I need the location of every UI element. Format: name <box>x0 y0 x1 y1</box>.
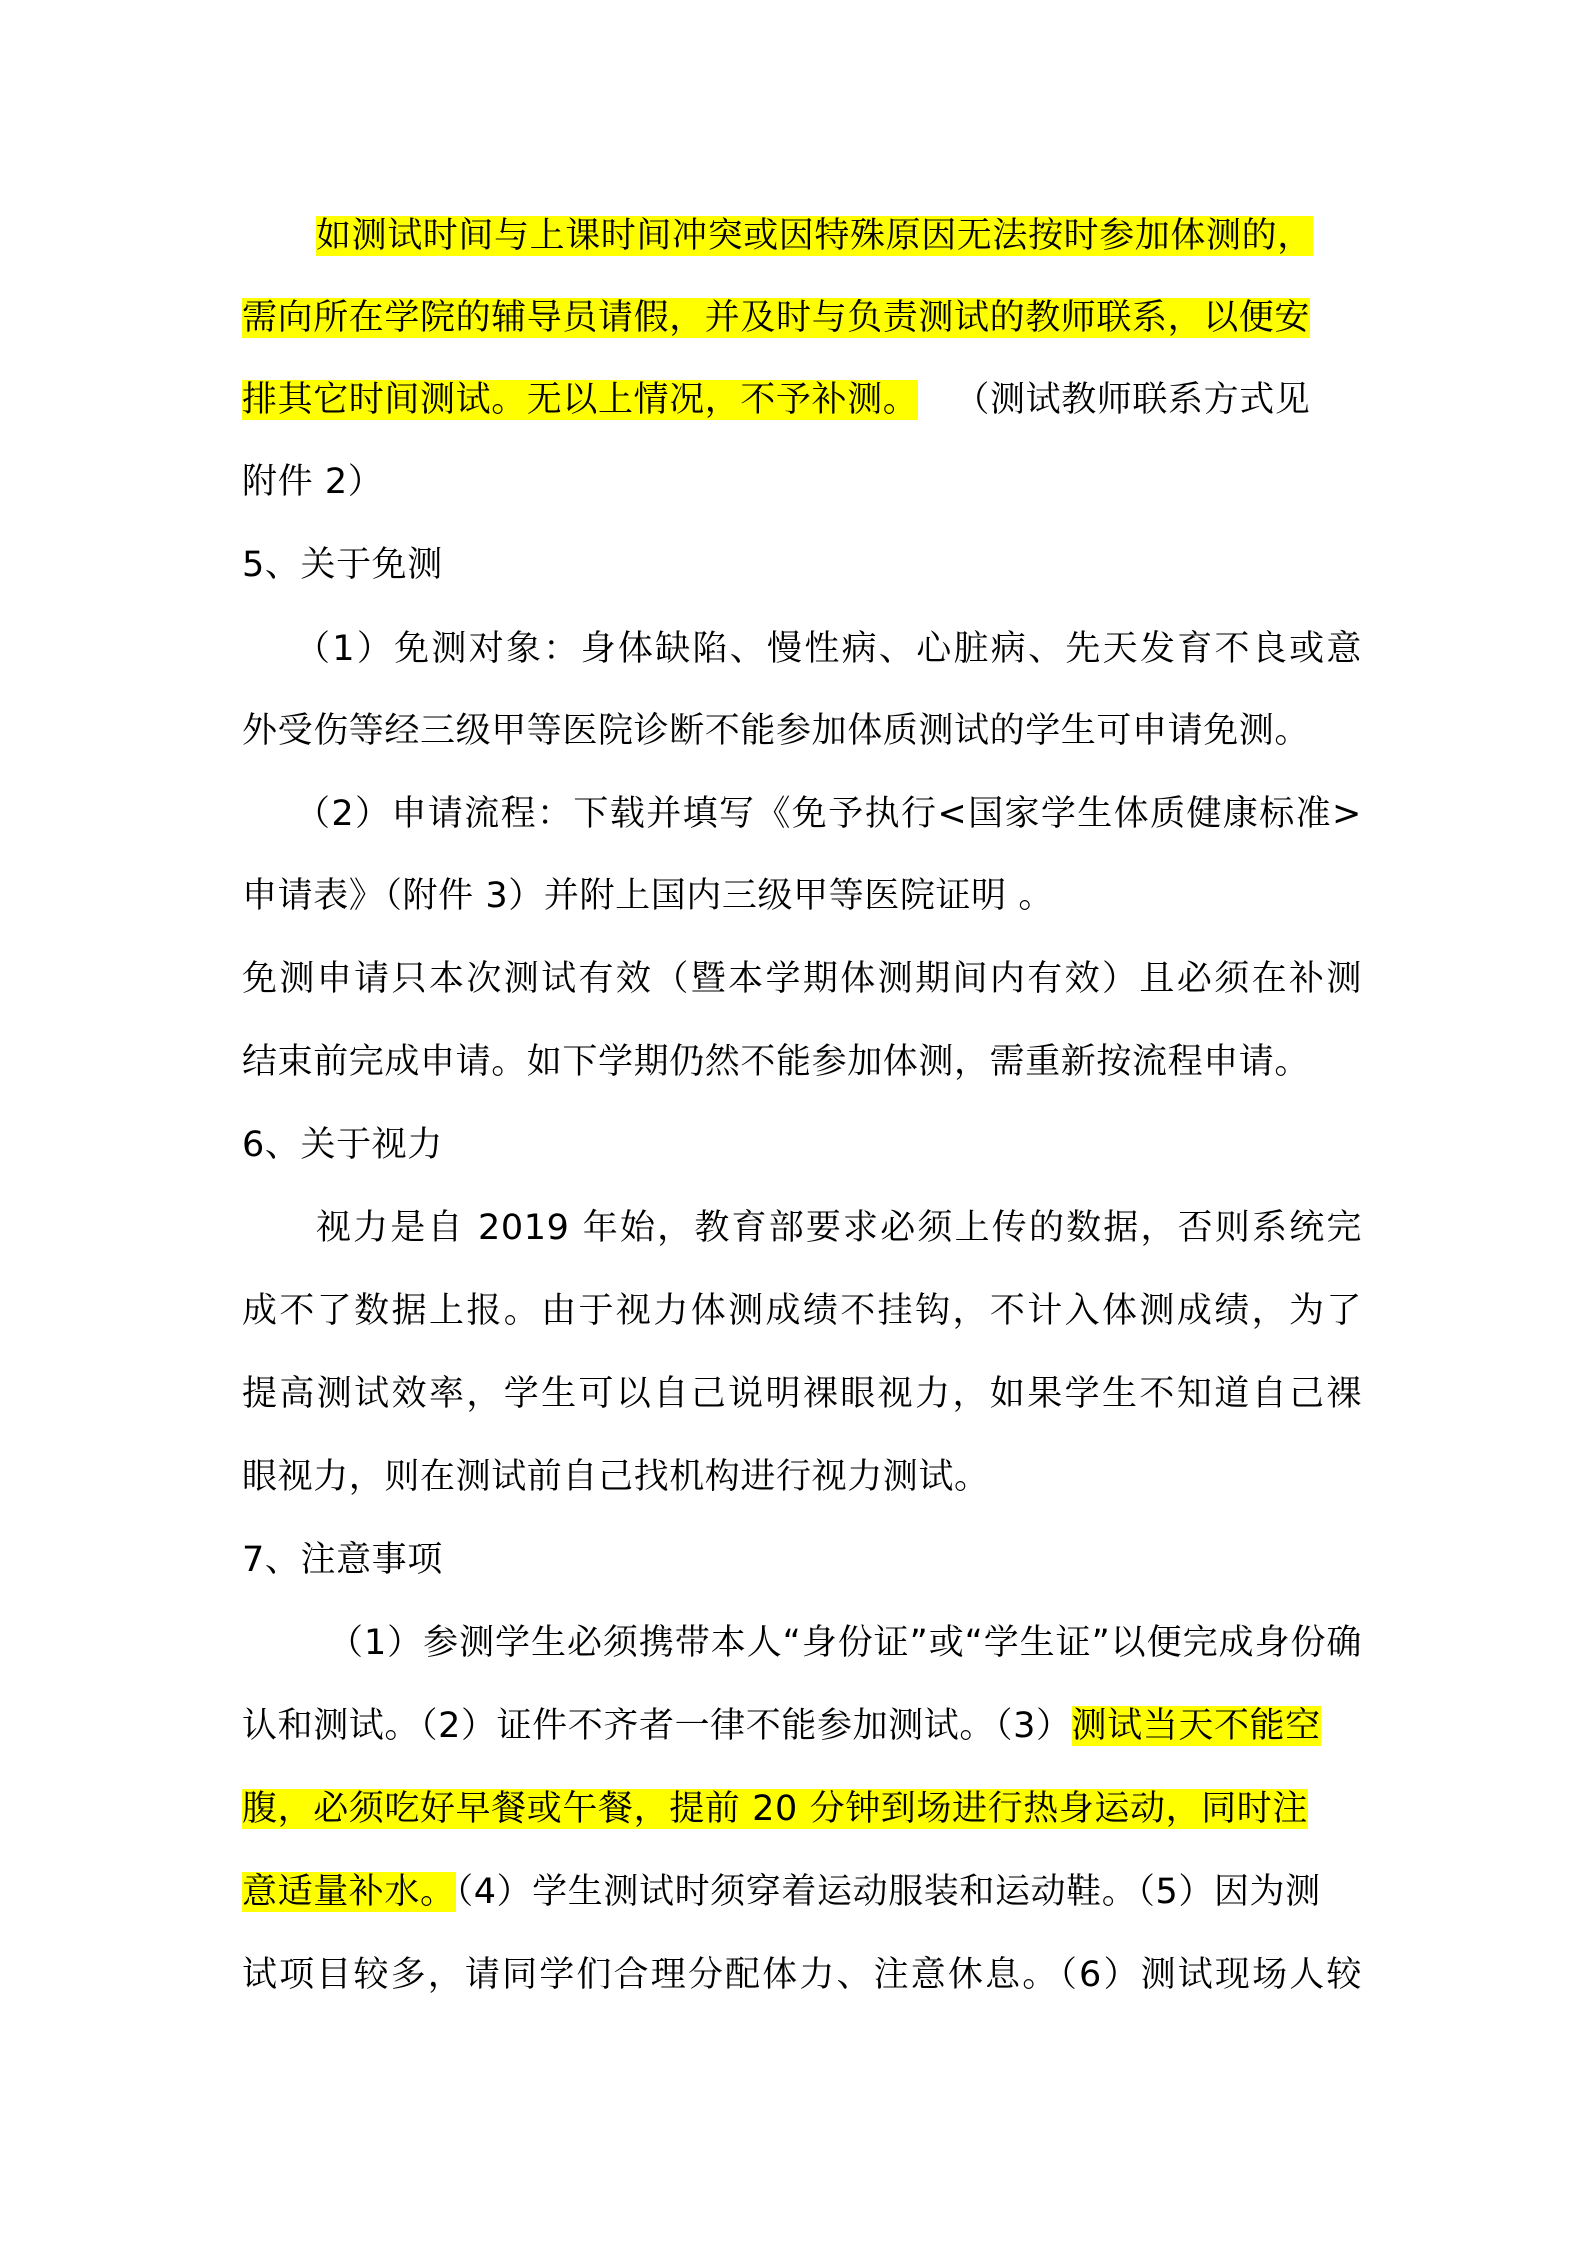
section-6-heading: 6、关于视力 <box>242 1125 443 1165</box>
section-7-heading: 7、注意事项 <box>242 1540 443 1580</box>
section-5-note-line-2: 结束前完成申请。如下学期仍然不能参加体测，需重新按流程申请。 <box>242 1042 1311 1082</box>
section-7-line-4 <box>242 1862 1362 1922</box>
section-6-line-1: 视力是自 2019 年始，教育部要求必须上传的数据，否则系统完 <box>316 1208 1362 1248</box>
section-5-item-2-line-1: （2）申请流程：下载并填写《免予执行<国家学生体质健康标准> <box>295 794 1362 834</box>
section-5-item-2-line-2: 申请表》（附件 3）并附上国内三级甲等医院证明 。 <box>242 876 1055 916</box>
section-7-line-1: （1）参测学生必须携带本人“身份证”或“学生证”以便完成身份确 <box>328 1623 1362 1663</box>
section-7-line-2 <box>242 1696 1362 1756</box>
section-6-line-4: 眼视力，则在测试前自己找机构进行视力测试。 <box>242 1457 990 1497</box>
highlighted-text: 腹，必须吃好早餐或午餐，提前 20 分钟到场进行热身运动，同时注 <box>242 1789 1308 1829</box>
section-5-note-line-1: 免测申请只本次测试有效（暨本学期体测期间内有效）且必须在补测 <box>242 959 1362 999</box>
section-5-item-1-line-2: 外受伤等经三级甲等医院诊断不能参加体质测试的学生可申请免测。 <box>242 711 1311 751</box>
section-6-line-2: 成不了数据上报。由于视力体测成绩不挂钩，不计入体测成绩，为了 <box>242 1291 1362 1331</box>
section-6-line-3: 提高测试效率，学生可以自己说明裸眼视力，如果学生不知道自己裸 <box>242 1374 1362 1414</box>
section-5-heading: 5、关于免测 <box>242 545 443 585</box>
highlighted-text: 排其它时间测试。无以上情况，不予补测。 <box>242 380 919 420</box>
conflict-paragraph-line-4: 附件 2） <box>242 462 384 502</box>
section-5-item-1-line-1: （1）免测对象：身体缺陷、慢性病、心脏病、先天发育不良或意 <box>295 629 1362 669</box>
conflict-paragraph-line-2 <box>242 288 1362 348</box>
section-7-line-5: 试项目较多，请同学们合理分配体力、注意休息。（6）测试现场人较 <box>242 1955 1362 1995</box>
highlighted-text: 需向所在学院的辅导员请假，并及时与负责测试的教师联系，以便安 <box>242 298 1311 338</box>
section-7-line-3 <box>242 1779 1362 1839</box>
plain-text: （4）学生测试时须穿着运动服装和运动鞋。（5）因为测 <box>455 1872 1321 1912</box>
conflict-paragraph-line-3 <box>242 370 1362 430</box>
contact-reference-text: （测试教师联系方式见 <box>954 380 1311 420</box>
highlighted-text: 测试当天不能空 <box>1071 1706 1321 1746</box>
highlighted-text: 意适量补水。 <box>242 1872 456 1912</box>
highlighted-text: 如测试时间与上课时间冲突或因特殊原因无法按时参加体测的， <box>316 216 1313 256</box>
conflict-paragraph-line-1 <box>242 206 1362 266</box>
plain-text: 认和测试。（2）证件不齐者一律不能参加测试。（3） <box>242 1706 1072 1746</box>
